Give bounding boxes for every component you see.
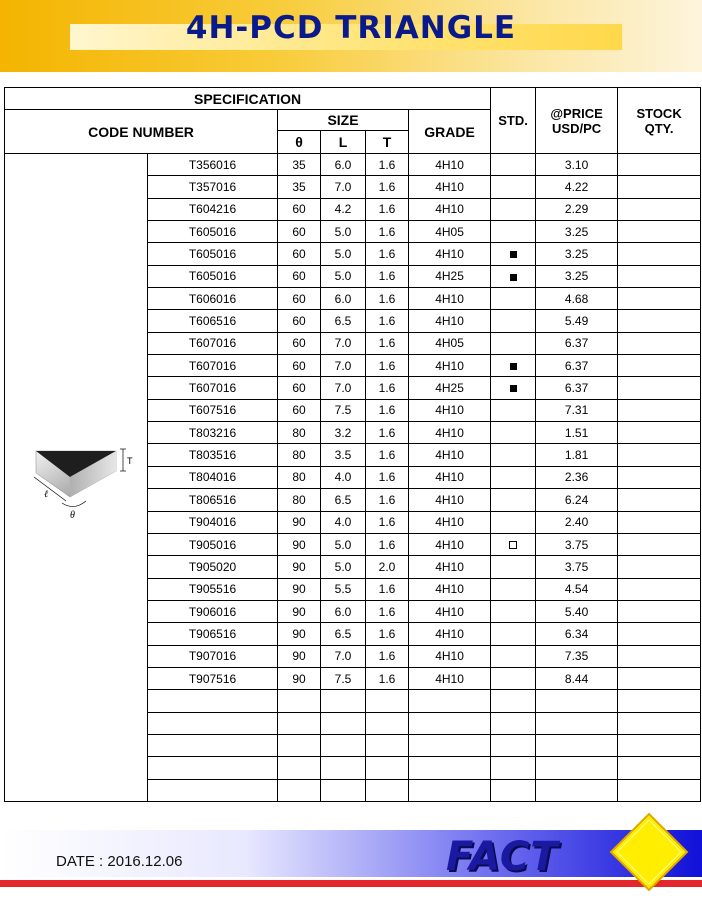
grade-cell xyxy=(409,734,491,756)
theta-cell: 35 xyxy=(278,154,321,176)
stock-cell xyxy=(618,734,701,756)
l-cell xyxy=(321,734,366,756)
code-cell: T803516 xyxy=(148,444,278,466)
grade-cell: 4H05 xyxy=(409,332,491,354)
price-cell xyxy=(536,712,618,734)
t-cell xyxy=(366,712,409,734)
grade-cell: 4H10 xyxy=(409,578,491,600)
theta-cell: 60 xyxy=(278,221,321,243)
theta-cell: 90 xyxy=(278,511,321,533)
code-cell: T357016 xyxy=(148,176,278,198)
filled-square-icon xyxy=(510,274,517,281)
code-cell: T604216 xyxy=(148,198,278,220)
stock-cell xyxy=(618,667,701,689)
std-cell xyxy=(491,221,536,243)
price-cell xyxy=(536,757,618,779)
grade-cell xyxy=(409,757,491,779)
t-cell: 1.6 xyxy=(366,667,409,689)
code-cell: T606516 xyxy=(148,310,278,332)
t-header: T xyxy=(366,131,409,154)
std-cell xyxy=(491,645,536,667)
stock-cell xyxy=(618,779,701,801)
std-cell xyxy=(491,511,536,533)
diamond-icon xyxy=(609,812,689,892)
l-cell: 7.0 xyxy=(321,355,366,377)
std-cell xyxy=(491,288,536,310)
grade-cell: 4H10 xyxy=(409,444,491,466)
theta-cell: 90 xyxy=(278,645,321,667)
stock-cell xyxy=(618,690,701,712)
table-row xyxy=(5,154,701,176)
t-cell: 1.6 xyxy=(366,489,409,511)
l-cell xyxy=(321,757,366,779)
theta-cell: 90 xyxy=(278,533,321,555)
stock-cell xyxy=(618,422,701,444)
code-cell: T905020 xyxy=(148,556,278,578)
grade-cell: 4H10 xyxy=(409,176,491,198)
grade-cell: 4H10 xyxy=(409,422,491,444)
l-cell: 7.0 xyxy=(321,377,366,399)
stock-header-line2: QTY. xyxy=(644,120,674,136)
std-cell xyxy=(491,667,536,689)
code-cell xyxy=(148,779,278,801)
l-cell: 4.2 xyxy=(321,198,366,220)
l-cell xyxy=(321,690,366,712)
price-cell: 3.75 xyxy=(536,556,618,578)
stock-cell xyxy=(618,310,701,332)
l-cell: 7.0 xyxy=(321,332,366,354)
theta-cell: 80 xyxy=(278,466,321,488)
std-cell xyxy=(491,198,536,220)
l-cell: 7.5 xyxy=(321,667,366,689)
code-cell: T607016 xyxy=(148,377,278,399)
stock-cell xyxy=(618,154,701,176)
l-cell: 4.0 xyxy=(321,511,366,533)
stock-cell xyxy=(618,221,701,243)
code-cell xyxy=(148,757,278,779)
price-cell: 6.24 xyxy=(536,489,618,511)
t-cell xyxy=(366,690,409,712)
stock-cell xyxy=(618,466,701,488)
code-cell: T904016 xyxy=(148,511,278,533)
theta-cell: 60 xyxy=(278,377,321,399)
t-cell: 1.6 xyxy=(366,444,409,466)
std-cell xyxy=(491,466,536,488)
std-cell xyxy=(491,712,536,734)
theta-cell: 90 xyxy=(278,667,321,689)
code-cell: T806516 xyxy=(148,489,278,511)
theta-cell: 60 xyxy=(278,198,321,220)
t-cell: 1.6 xyxy=(366,310,409,332)
price-cell: 6.37 xyxy=(536,355,618,377)
grade-cell: 4H10 xyxy=(409,667,491,689)
stock-cell xyxy=(618,712,701,734)
stock-cell xyxy=(618,288,701,310)
size-header: SIZE xyxy=(278,110,409,131)
l-dimension-label: ℓ xyxy=(44,488,49,500)
theta-cell xyxy=(278,734,321,756)
stock-cell xyxy=(618,600,701,622)
t-cell xyxy=(366,757,409,779)
theta-cell xyxy=(278,779,321,801)
theta-cell xyxy=(278,690,321,712)
std-cell xyxy=(491,600,536,622)
stock-cell xyxy=(618,176,701,198)
code-cell: T607016 xyxy=(148,332,278,354)
l-cell: 6.5 xyxy=(321,310,366,332)
std-cell xyxy=(491,243,536,265)
stock-cell xyxy=(618,355,701,377)
stock-cell xyxy=(618,377,701,399)
code-cell: T605016 xyxy=(148,243,278,265)
t-cell: 1.6 xyxy=(366,623,409,645)
theta-cell xyxy=(278,757,321,779)
stock-cell xyxy=(618,265,701,287)
std-cell xyxy=(491,533,536,555)
std-cell xyxy=(491,444,536,466)
price-cell: 3.25 xyxy=(536,243,618,265)
price-cell: 1.81 xyxy=(536,444,618,466)
std-cell xyxy=(491,556,536,578)
std-cell xyxy=(491,690,536,712)
brand-logo: FACT xyxy=(446,834,559,880)
theta-cell: 90 xyxy=(278,600,321,622)
theta-cell: 80 xyxy=(278,489,321,511)
grade-cell: 4H10 xyxy=(409,243,491,265)
price-cell: 7.31 xyxy=(536,399,618,421)
std-cell xyxy=(491,355,536,377)
std-cell xyxy=(491,734,536,756)
std-cell xyxy=(491,176,536,198)
code-cell: T907016 xyxy=(148,645,278,667)
grade-cell: 4H25 xyxy=(409,265,491,287)
t-cell: 1.6 xyxy=(366,176,409,198)
stock-header-line1: STOCK xyxy=(636,105,682,121)
t-cell: 1.6 xyxy=(366,511,409,533)
code-cell: T907516 xyxy=(148,667,278,689)
date-label: DATE : 2016.12.06 xyxy=(56,853,183,870)
code-cell: T804016 xyxy=(148,466,278,488)
theta-cell: 60 xyxy=(278,265,321,287)
std-cell xyxy=(491,757,536,779)
footer-red-stripe xyxy=(0,880,702,887)
l-cell: 7.0 xyxy=(321,176,366,198)
stock-cell xyxy=(618,757,701,779)
specification-header: SPECIFICATION xyxy=(5,88,491,110)
t-cell: 1.6 xyxy=(366,154,409,176)
t-cell: 1.6 xyxy=(366,645,409,667)
std-cell xyxy=(491,779,536,801)
l-cell: 3.2 xyxy=(321,422,366,444)
stock-cell xyxy=(618,243,701,265)
std-cell xyxy=(491,623,536,645)
price-cell xyxy=(536,779,618,801)
t-cell: 1.6 xyxy=(366,578,409,600)
code-cell: T605016 xyxy=(148,221,278,243)
l-header: L xyxy=(321,131,366,154)
theta-cell: 35 xyxy=(278,176,321,198)
grade-cell: 4H05 xyxy=(409,221,491,243)
price-cell: 4.54 xyxy=(536,578,618,600)
page-title: 4H-PCD TRIANGLE xyxy=(185,10,517,46)
theta-cell xyxy=(278,712,321,734)
std-cell xyxy=(491,578,536,600)
price-cell: 3.75 xyxy=(536,533,618,555)
grade-cell: 4H10 xyxy=(409,288,491,310)
price-cell: 3.10 xyxy=(536,154,618,176)
theta-header: θ xyxy=(278,131,321,154)
stock-cell xyxy=(618,578,701,600)
l-cell: 6.0 xyxy=(321,154,366,176)
grade-cell: 4H10 xyxy=(409,623,491,645)
l-cell: 4.0 xyxy=(321,466,366,488)
stock-cell xyxy=(618,556,701,578)
stock-cell xyxy=(618,489,701,511)
t-cell: 1.6 xyxy=(366,221,409,243)
grade-cell: 4H10 xyxy=(409,154,491,176)
theta-dimension-label: θ xyxy=(70,509,75,521)
t-cell: 2.0 xyxy=(366,556,409,578)
grade-cell: 4H10 xyxy=(409,556,491,578)
filled-square-icon xyxy=(510,251,517,258)
t-cell xyxy=(366,779,409,801)
stock-cell xyxy=(618,511,701,533)
price-cell: 3.25 xyxy=(536,265,618,287)
theta-cell: 60 xyxy=(278,243,321,265)
std-cell xyxy=(491,399,536,421)
code-number-header: CODE NUMBER xyxy=(5,110,278,154)
grade-cell: 4H10 xyxy=(409,399,491,421)
grade-cell: 4H25 xyxy=(409,377,491,399)
theta-cell: 60 xyxy=(278,355,321,377)
grade-cell: 4H10 xyxy=(409,489,491,511)
code-cell: T607516 xyxy=(148,399,278,421)
price-cell: 6.34 xyxy=(536,623,618,645)
stock-cell xyxy=(618,198,701,220)
l-cell: 6.0 xyxy=(321,600,366,622)
grade-header: GRADE xyxy=(409,110,491,154)
price-header xyxy=(536,88,618,154)
code-cell xyxy=(148,690,278,712)
grade-cell xyxy=(409,712,491,734)
spec-table xyxy=(4,87,701,802)
theta-cell: 80 xyxy=(278,422,321,444)
l-cell: 7.5 xyxy=(321,399,366,421)
std-cell xyxy=(491,265,536,287)
stock-header xyxy=(618,88,701,154)
std-header: STD. xyxy=(491,88,536,154)
triangle-diagram-cell xyxy=(5,154,148,802)
grade-cell xyxy=(409,779,491,801)
code-cell: T905516 xyxy=(148,578,278,600)
theta-cell: 90 xyxy=(278,556,321,578)
std-cell xyxy=(491,489,536,511)
price-cell: 4.22 xyxy=(536,176,618,198)
grade-cell: 4H10 xyxy=(409,355,491,377)
filled-square-icon xyxy=(510,363,517,370)
l-cell: 5.0 xyxy=(321,533,366,555)
price-cell: 7.35 xyxy=(536,645,618,667)
price-cell: 8.44 xyxy=(536,667,618,689)
price-cell xyxy=(536,690,618,712)
grade-cell: 4H10 xyxy=(409,466,491,488)
t-dimension-label: T xyxy=(127,455,133,466)
std-cell xyxy=(491,422,536,444)
spec-table-body xyxy=(5,154,701,802)
std-cell xyxy=(491,154,536,176)
code-cell: T906016 xyxy=(148,600,278,622)
code-cell xyxy=(148,734,278,756)
l-cell: 6.0 xyxy=(321,288,366,310)
t-cell: 1.6 xyxy=(366,533,409,555)
t-cell: 1.6 xyxy=(366,288,409,310)
t-cell: 1.6 xyxy=(366,399,409,421)
stock-cell xyxy=(618,623,701,645)
price-cell: 3.25 xyxy=(536,221,618,243)
stock-cell xyxy=(618,533,701,555)
theta-cell: 80 xyxy=(278,444,321,466)
l-cell: 5.0 xyxy=(321,265,366,287)
std-cell xyxy=(491,377,536,399)
l-cell: 6.5 xyxy=(321,623,366,645)
t-cell: 1.6 xyxy=(366,243,409,265)
t-cell: 1.6 xyxy=(366,355,409,377)
theta-cell: 60 xyxy=(278,288,321,310)
l-cell: 3.5 xyxy=(321,444,366,466)
code-cell: T906516 xyxy=(148,623,278,645)
header-banner xyxy=(0,0,702,72)
l-cell: 5.0 xyxy=(321,243,366,265)
l-cell: 5.0 xyxy=(321,556,366,578)
l-cell: 7.0 xyxy=(321,645,366,667)
t-cell: 1.6 xyxy=(366,377,409,399)
grade-cell: 4H10 xyxy=(409,511,491,533)
grade-cell: 4H10 xyxy=(409,198,491,220)
grade-cell: 4H10 xyxy=(409,600,491,622)
l-cell xyxy=(321,712,366,734)
price-cell: 6.37 xyxy=(536,332,618,354)
price-cell xyxy=(536,734,618,756)
price-header-line1: @PRICE xyxy=(550,105,603,121)
code-cell: T905016 xyxy=(148,533,278,555)
t-cell: 1.6 xyxy=(366,198,409,220)
theta-cell: 90 xyxy=(278,578,321,600)
code-cell: T606016 xyxy=(148,288,278,310)
std-cell xyxy=(491,310,536,332)
code-cell: T605016 xyxy=(148,265,278,287)
filled-square-icon xyxy=(510,385,517,392)
l-cell: 6.5 xyxy=(321,489,366,511)
grade-cell: 4H10 xyxy=(409,310,491,332)
std-cell xyxy=(491,332,536,354)
l-cell xyxy=(321,779,366,801)
theta-cell: 60 xyxy=(278,399,321,421)
theta-cell: 90 xyxy=(278,623,321,645)
price-cell: 2.36 xyxy=(536,466,618,488)
code-cell: T607016 xyxy=(148,355,278,377)
price-cell: 5.49 xyxy=(536,310,618,332)
stock-cell xyxy=(618,444,701,466)
code-cell xyxy=(148,712,278,734)
price-header-line2: USD/PC xyxy=(552,120,602,136)
t-cell: 1.6 xyxy=(366,600,409,622)
code-cell: T356016 xyxy=(148,154,278,176)
open-square-icon xyxy=(509,541,517,549)
t-cell: 1.6 xyxy=(366,332,409,354)
grade-cell: 4H10 xyxy=(409,645,491,667)
theta-cell: 60 xyxy=(278,310,321,332)
grade-cell: 4H10 xyxy=(409,533,491,555)
t-cell: 1.6 xyxy=(366,466,409,488)
grade-cell xyxy=(409,690,491,712)
theta-cell: 60 xyxy=(278,332,321,354)
price-cell: 2.29 xyxy=(536,198,618,220)
t-cell: 1.6 xyxy=(366,265,409,287)
l-cell: 5.0 xyxy=(321,221,366,243)
stock-cell xyxy=(618,399,701,421)
l-cell: 5.5 xyxy=(321,578,366,600)
t-cell xyxy=(366,734,409,756)
price-cell: 1.51 xyxy=(536,422,618,444)
price-cell: 5.40 xyxy=(536,600,618,622)
stock-cell xyxy=(618,332,701,354)
price-cell: 6.37 xyxy=(536,377,618,399)
triangle-insert-diagram xyxy=(16,431,136,521)
stock-cell xyxy=(618,645,701,667)
code-cell: T803216 xyxy=(148,422,278,444)
t-cell: 1.6 xyxy=(366,422,409,444)
price-cell: 2.40 xyxy=(536,511,618,533)
price-cell: 4.68 xyxy=(536,288,618,310)
